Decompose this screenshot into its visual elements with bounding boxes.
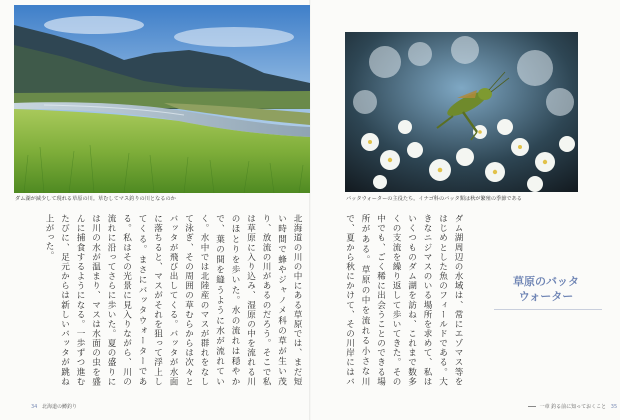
right-page-number: 35: [610, 404, 618, 410]
left-page-number: 34: [31, 404, 38, 410]
right-running-head: 一章 釣る前に知っておくこと: [539, 404, 607, 410]
folio-tick: [528, 406, 536, 407]
grasshopper-flowers-photo: [345, 32, 578, 192]
river-meadow-photo: [14, 5, 310, 193]
heading-rule: [494, 309, 602, 310]
left-photo-caption: ダム湖が減少して現れる草原の川。草むしてマス釣りの川となるのか: [15, 196, 176, 202]
left-folio: [28, 403, 77, 410]
section-heading-line2: ウォーター: [518, 290, 574, 303]
right-folio: [528, 403, 620, 410]
right-photo-caption: バッタウォーターの主役たち。イナゴ科のバッタ類は秋が繁殖の季節である: [346, 196, 522, 202]
section-heading: [492, 274, 600, 304]
section-heading-line1: 草原のバッタ: [513, 275, 579, 288]
left-running-head: 北海道の鱒釣り: [41, 404, 77, 410]
left-page-body-text: 北海道の川の中にある草原では、まだ短い時間で蜂やジャノメ科の草が生い茂り、放流の川があるのだろう。そこで私は草原に入り込み、湿原の中を流れる川のほとりを歩いた。水の流れは穏やかで、葉の間を縫うように水が流れていく。水中では北陸産のマスが群れをなして泳ぎ、その周囲の草むらからは次々とバッタが飛び出してくる。バッタが水面に落ちると、マスがそれを狙って浮上してくる。まさにバッタウォーターである。私はその光景に見入りながら、川の流れに沿ってさらに歩いた。夏の盛りには川の水が温まり、マスは水面の虫を盛んに捕食するようになる。一歩ずつ進むたびに、足元からは新しいバッタが跳ね上がった。: [44, 214, 302, 386]
right-page-body-text: ダム湖周辺の水域は、常にエゾマス等をはじめとした魚のフィールドである。大きなニジマスのいる場所を求めて、私はいくつものダム湖を訪ね、これまで数多くの支流を繰り返して歩いてきた。その中でも、ごく稀に出会うことのできる場所がある。草原の中を流れる小さな川で、夏から秋にかけて、その川岸にはバ: [345, 214, 463, 386]
